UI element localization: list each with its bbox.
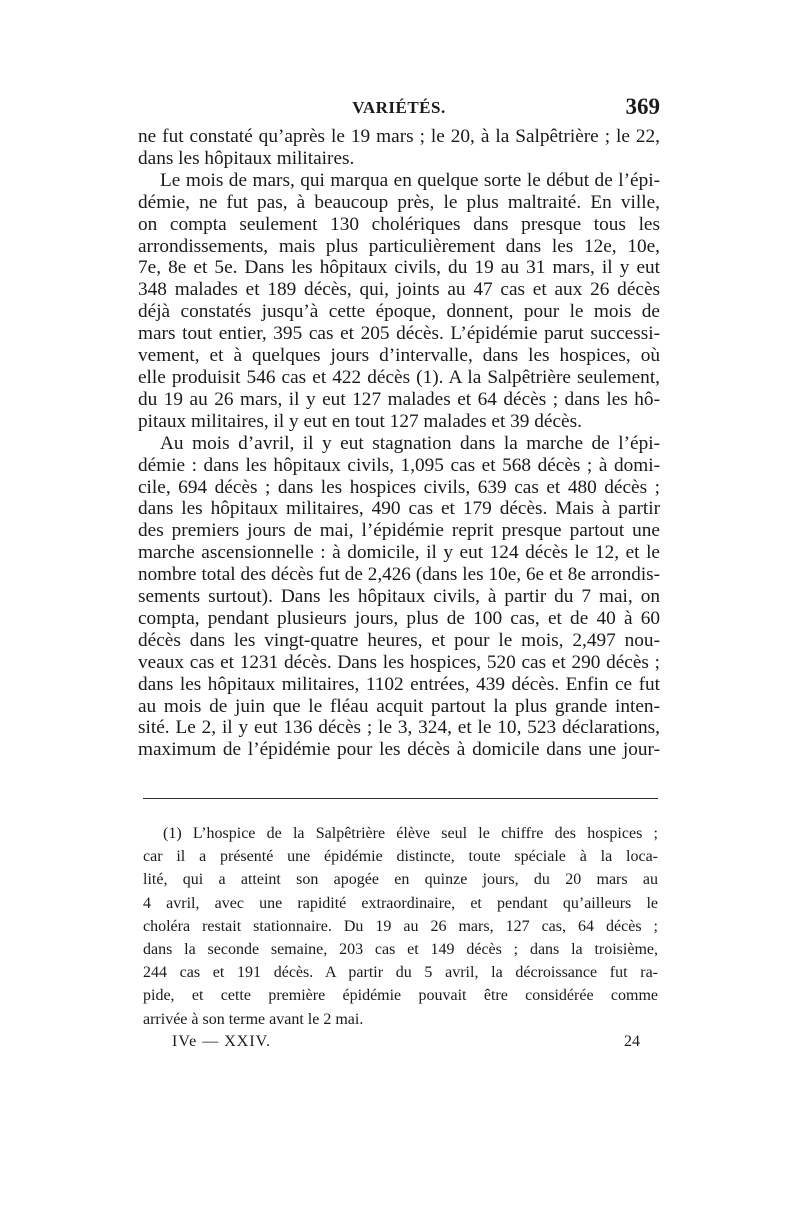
text-line: mars tout entier, 395 cas et 205 décès. L’épidémie parut successi- xyxy=(138,323,660,345)
text-line: dans les hôpitaux militaires. xyxy=(138,147,355,169)
text-line: cile, 694 décès ; dans les hospices civils, 639 cas et 480 décès ; xyxy=(138,476,660,498)
text-line: démie, ne fut pas, à beaucoup près, le plus maltraité. En ville, xyxy=(138,191,660,213)
text-line: Au mois d’avril, il y eut stagnation dans la marche de l’épi- xyxy=(160,432,660,454)
footnote-line: car il a présenté une épidémie distincte, toute spéciale à la loca- xyxy=(143,848,658,866)
paragraph-3 xyxy=(138,433,660,762)
footnote-line: (1) L’hospice de la Salpêtrière élève seul le chiffre des hospices ; xyxy=(163,825,658,842)
footnote-rule xyxy=(143,798,658,799)
text-line: ne fut constaté qu’après le 19 mars ; le 20, à la Salpêtrière ; le 22, xyxy=(138,126,660,147)
text-line: pitaux militaires, il y eut en tout 127 malades et 39 décès. xyxy=(138,410,582,432)
text-line: veaux cas et 1231 décès. Dans les hospices, 520 cas et 290 décès ; xyxy=(138,651,660,673)
text-line: du 19 au 26 mars, il y eut 127 malades et 64 décès ; dans les hô- xyxy=(138,388,660,410)
text-line: maximum de l’épidémie pour les décès à domicile dans une jour- xyxy=(138,739,660,761)
footnote xyxy=(143,822,658,1031)
text-line: marche ascensionnelle : à domicile, il y eut 124 décès le 12, et le xyxy=(138,542,660,564)
footnote-line: choléra restait stationnaire. Du 19 au 26 mars, 127 cas, 64 décès ; xyxy=(143,917,658,935)
text-line: démie : dans les hôpitaux civils, 1,095 cas et 568 décès ; à domi- xyxy=(138,454,660,476)
text-line: arrondissements, mais plus particulièrement dans les 12e, 10e, xyxy=(138,235,660,257)
running-title: VARIÉTÉS. xyxy=(352,98,446,117)
signature-line xyxy=(172,1033,640,1057)
body-text xyxy=(138,126,660,761)
text-line: 348 malades et 189 décès, qui, joints au 47 cas et aux 26 décès xyxy=(138,279,660,301)
running-head xyxy=(138,94,660,128)
text-line: dans les hôpitaux militaires, 490 cas et 179 décès. Mais à partir xyxy=(138,498,660,520)
footnote-line: lité, qui a atteint son apogée en quinze jours, du 20 mars au xyxy=(143,871,658,889)
text-line: compta, pendant plusieurs jours, plus de 100 cas, et de 40 à 60 xyxy=(138,607,660,629)
signature-sheet: 24 xyxy=(624,1033,640,1050)
footnote-line: 4 avril, avec une rapidité extraordinaire, et pendant qu’ailleurs le xyxy=(143,894,658,912)
text-line: sements surtout). Dans les hôpitaux civils, à partir du 7 mai, on xyxy=(138,586,660,608)
text-line: 7e, 8e et 5e. Dans les hôpitaux civils, du 19 au 31 mars, il y eut xyxy=(138,257,660,279)
signature-series: IVe — XXIV. xyxy=(172,1033,272,1050)
text-line: déjà constatés jusqu’à cette époque, donnent, pour le mois de xyxy=(138,301,660,323)
text-line: dans les hôpitaux militaires, 1102 entrées, 439 décès. Enfin ce fut xyxy=(138,673,660,695)
paragraph-2 xyxy=(138,170,660,433)
footnote-line: 244 cas et 191 décès. A partir du 5 avril, la décroissance fut ra- xyxy=(143,964,658,982)
text-line: on compta seulement 130 cholériques dans presque tous les xyxy=(138,213,660,235)
footnote-line: dans la seconde semaine, 203 cas et 149 décès ; dans la troisième, xyxy=(143,941,658,959)
text-line: au mois de juin que le fléau acquit partout la plus grande inten- xyxy=(138,695,660,717)
footnote-line: pide, et cette première épidémie pouvait être considérée comme xyxy=(143,987,658,1005)
text-line: nombre total des décès fut de 2,426 (dans les 10e, 6e et 8e arrondis- xyxy=(138,564,660,586)
text-line: Le mois de mars, qui marqua en quelque sorte le début de l’épi- xyxy=(160,169,660,191)
paragraph-1 xyxy=(138,126,660,170)
text-line: elle produisit 546 cas et 422 décès (1). A la Salpêtrière seulement, xyxy=(138,366,660,388)
text-line: décès dans les vingt-quatre heures, et pour le mois, 2,497 nou- xyxy=(138,629,660,651)
text-line: vement, et à quelques jours d’intervalle, dans les hospices, où xyxy=(138,345,660,367)
page-number: 369 xyxy=(625,94,660,119)
text-line: sité. Le 2, il y eut 136 décès ; le 3, 324, et le 10, 523 déclarations, xyxy=(138,717,660,739)
text-line: des premiers jours de mai, l’épidémie reprit presque partout une xyxy=(138,520,660,542)
footnote-line: arrivée à son terme avant le 2 mai. xyxy=(143,1010,364,1028)
